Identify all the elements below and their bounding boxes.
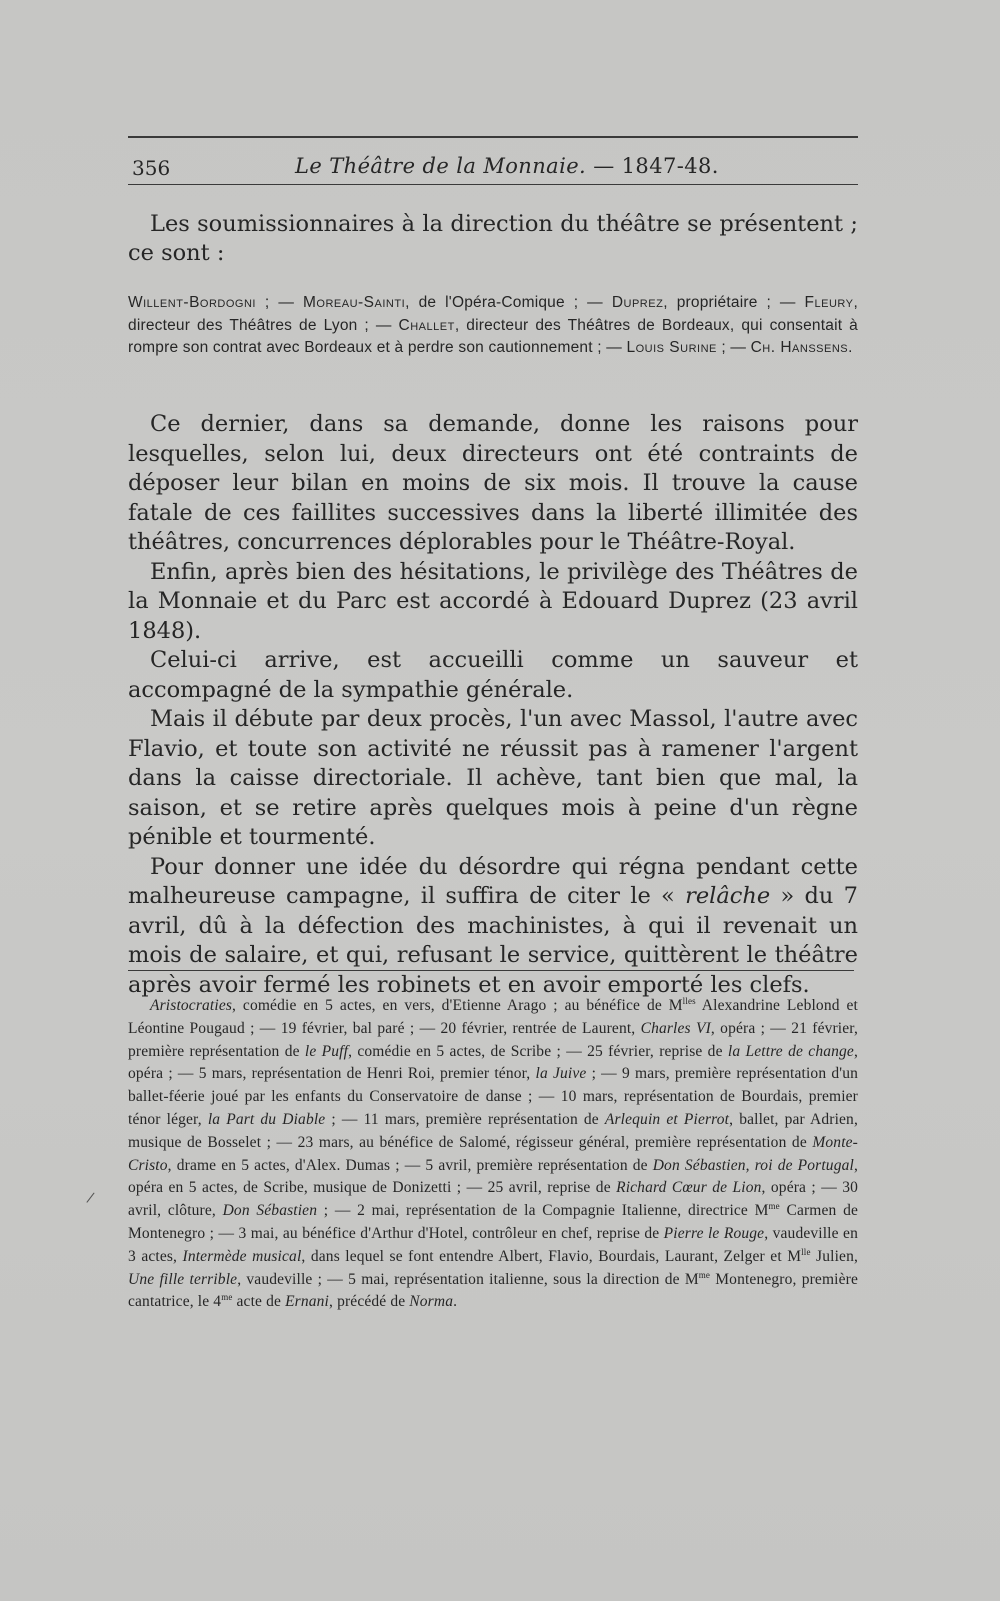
candidate-name: Challet [398, 316, 455, 334]
candidate-name: Duprez [611, 294, 664, 311]
stray-pencil-mark: / [85, 1189, 96, 1207]
footnote-title: Richard Cœur de Lion [616, 1179, 762, 1197]
footnote-title: la Juive [535, 1065, 587, 1083]
footnote-superscript: me [698, 1269, 711, 1280]
footnote-text: ; — 11 mars, première représentation de [325, 1110, 605, 1128]
footnote-text: , dans lequel se font entendre Albert, Flavio, Bourdais, Laurant, Zelger et M [301, 1247, 802, 1265]
page-number: 356 [132, 156, 171, 180]
footnote-title: Monte-Cristo [128, 1133, 858, 1174]
body-text [128, 410, 858, 1000]
body-text-run: » du 7 avril, dû à la défection des machinistes, à qui il revenait un mois de salaire, et qui, refusant le service, quittèrent le théâtre après avoir fermé les robinets et en avoir emporté les clefs. [128, 883, 858, 998]
footnote-text: , comédie en 5 actes, de Scribe ; — 25 février, reprise de [348, 1042, 728, 1060]
footnote-text: , vaudeville en 3 actes, [128, 1224, 858, 1265]
candidate-detail: , propriétaire ; — [663, 294, 805, 311]
body-paragraph: Enfin, après bien des hésitations, le privilège des Théâtres de la Monnaie et du Parc est accordé à Edouard Duprez (23 avril 1848). [128, 558, 858, 644]
footnote-title: Don Sébastien [222, 1202, 318, 1220]
running-header [130, 148, 855, 188]
footnote-text: , comédie en 5 actes, en vers, d'Etienne Arago ; au bénéfice de M [232, 997, 683, 1014]
footnote-text: Carmen de Montenegro ; — 3 mai, au bénéfice d'Arthur d'Hotel, contrôleur en chef, reprise de [128, 1202, 858, 1242]
footnote-title: Charles VI [640, 1019, 711, 1037]
footnote-text: . [453, 1293, 458, 1311]
footnote-text: Julien, [810, 1247, 858, 1265]
footnote-text: , opéra ; — 21 février, première représentation de [128, 1019, 859, 1060]
running-head [295, 154, 719, 178]
footnote-title: Norma [409, 1293, 454, 1311]
footnote-superscript: me [221, 1292, 233, 1303]
candidate-detail: ; — [716, 339, 751, 356]
candidate-name: Moreau-Sainti [302, 294, 406, 311]
footnote-text: , opéra ; — 30 avril, clôture, [128, 1179, 858, 1220]
header-top-rule [128, 136, 858, 138]
footnote-title: Don Sébastien, roi de Portugal [652, 1156, 854, 1174]
body-text-run: Pour donner une idée du désordre qui régna pendant cette malheureuse campagne, il suffira de citer le « [128, 853, 858, 909]
footnote-text: , ballet, par Adrien, musique de Bosselet ; — 23 mars, au bénéfice de Salomé, régisseur général, première représentation de [128, 1110, 858, 1151]
footnote-title: Intermède musical [182, 1247, 302, 1265]
body-paragraph: Ce dernier, dans sa demande, donne les raisons pour lesquelles, selon lui, deux directeurs ont été contraints de déposer leur bilan en moins de six mois. Il trouve la cause fatale de ces faillites successives dans la liberté illimitée des théâtres, concurrences déplorables pour le Théâtre-Royal. [128, 411, 858, 555]
candidate-detail: , directeur des Théâtres de Lyon ; — [128, 294, 858, 334]
footnote-title: Ernani [285, 1293, 330, 1311]
footnote-text: , précédé de [329, 1293, 410, 1311]
footnote-title: Une fille terrible [128, 1270, 238, 1288]
footnote-text: Montenegro, première cantatrice, le 4 [128, 1270, 858, 1311]
candidate-name: Louis Surine [626, 339, 717, 356]
footnote-superscript: lles [682, 995, 696, 1006]
header-bottom-rule [128, 184, 858, 185]
body-paragraph [128, 853, 858, 1001]
footnote-title: Pierre le Rouge [663, 1224, 765, 1242]
candidate-detail: , directeur des Théâtres de Bordeaux, qui consentait à rompre son contrat avec Bordeaux et à perdre son cautionnement ; — [128, 316, 858, 356]
footnote-text: ; — 9 mars, première représentation d'un ballet-féerie joué par les enfants du Conservatoire de danse ; — 10 mars, représentation de Bourdais, premier ténor léger, [128, 1065, 859, 1128]
body-paragraph: Mais il débute par deux procès, l'un avec Massol, l'autre avec Flavio, et toute son activité ne réussit pas à ramener l'argent dans la caisse directoriale. Il achève, tant bien que mal, la saison, et se retire après quelques mois à peine d'un règne pénible et tourmenté. [128, 706, 858, 850]
body-italic-term: relâche [685, 883, 771, 909]
footnote-superscript: lle [801, 1246, 811, 1257]
footnote-separator [128, 970, 854, 971]
footnote-title: Arlequin et Pierrot [604, 1110, 730, 1128]
candidate-name: Ch. Hanssens [750, 339, 849, 356]
body-paragraph: Celui-ci arrive, est accueilli comme un sauveur et accompagné de la sympathie générale. [128, 647, 858, 703]
candidate-name: Willent-Bordogni [128, 294, 256, 311]
candidate-detail: . [848, 339, 853, 356]
candidate-name: Fleury [804, 294, 854, 311]
footnote-text: , opéra en 5 actes, de Scribe, musique de Donizetti ; — 25 avril, reprise de [128, 1156, 858, 1197]
candidate-detail: ; — [255, 294, 303, 311]
footnote-title: la Lettre de change [727, 1042, 854, 1060]
footnote-text: , drame en 5 actes, d'Alex. Dumas ; — 5 avril, première représentation de [167, 1156, 653, 1174]
footnote-text: acte de [232, 1293, 286, 1311]
footnote-text: ; — 2 mai, représentation de la Compagnie Italienne, directrice M [317, 1202, 769, 1220]
candidate-detail: , de l'Opéra-Comique ; — [405, 294, 612, 311]
running-head-title: Le Théâtre de la Monnaie. [295, 154, 587, 178]
running-head-years: 1847-48. [621, 154, 719, 178]
footnote-title: la Part du Diable [207, 1110, 326, 1128]
candidates-list [128, 292, 858, 360]
footnote [128, 995, 858, 1314]
footnote-title: le Puff [304, 1042, 349, 1060]
footnote-superscript: me [768, 1201, 780, 1212]
intro-paragraph: Les soumissionnaires à la direction du théâtre se présentent ; ce sont : [128, 211, 858, 266]
running-head-dash: — [593, 154, 615, 178]
footnote-text: Alexandrine Leblond et Léontine Pougaud ; — 19 février, bal paré ; — 20 février, rentrée de Laurent, [128, 997, 858, 1037]
footnote-title: Aristocraties [150, 997, 233, 1014]
footnote-text: , vaudeville ; — 5 mai, représentation italienne, sous la direction de M [237, 1270, 699, 1288]
footnote-text: , opéra ; — 5 mars, représentation de Henri Roi, premier ténor, [128, 1042, 858, 1083]
